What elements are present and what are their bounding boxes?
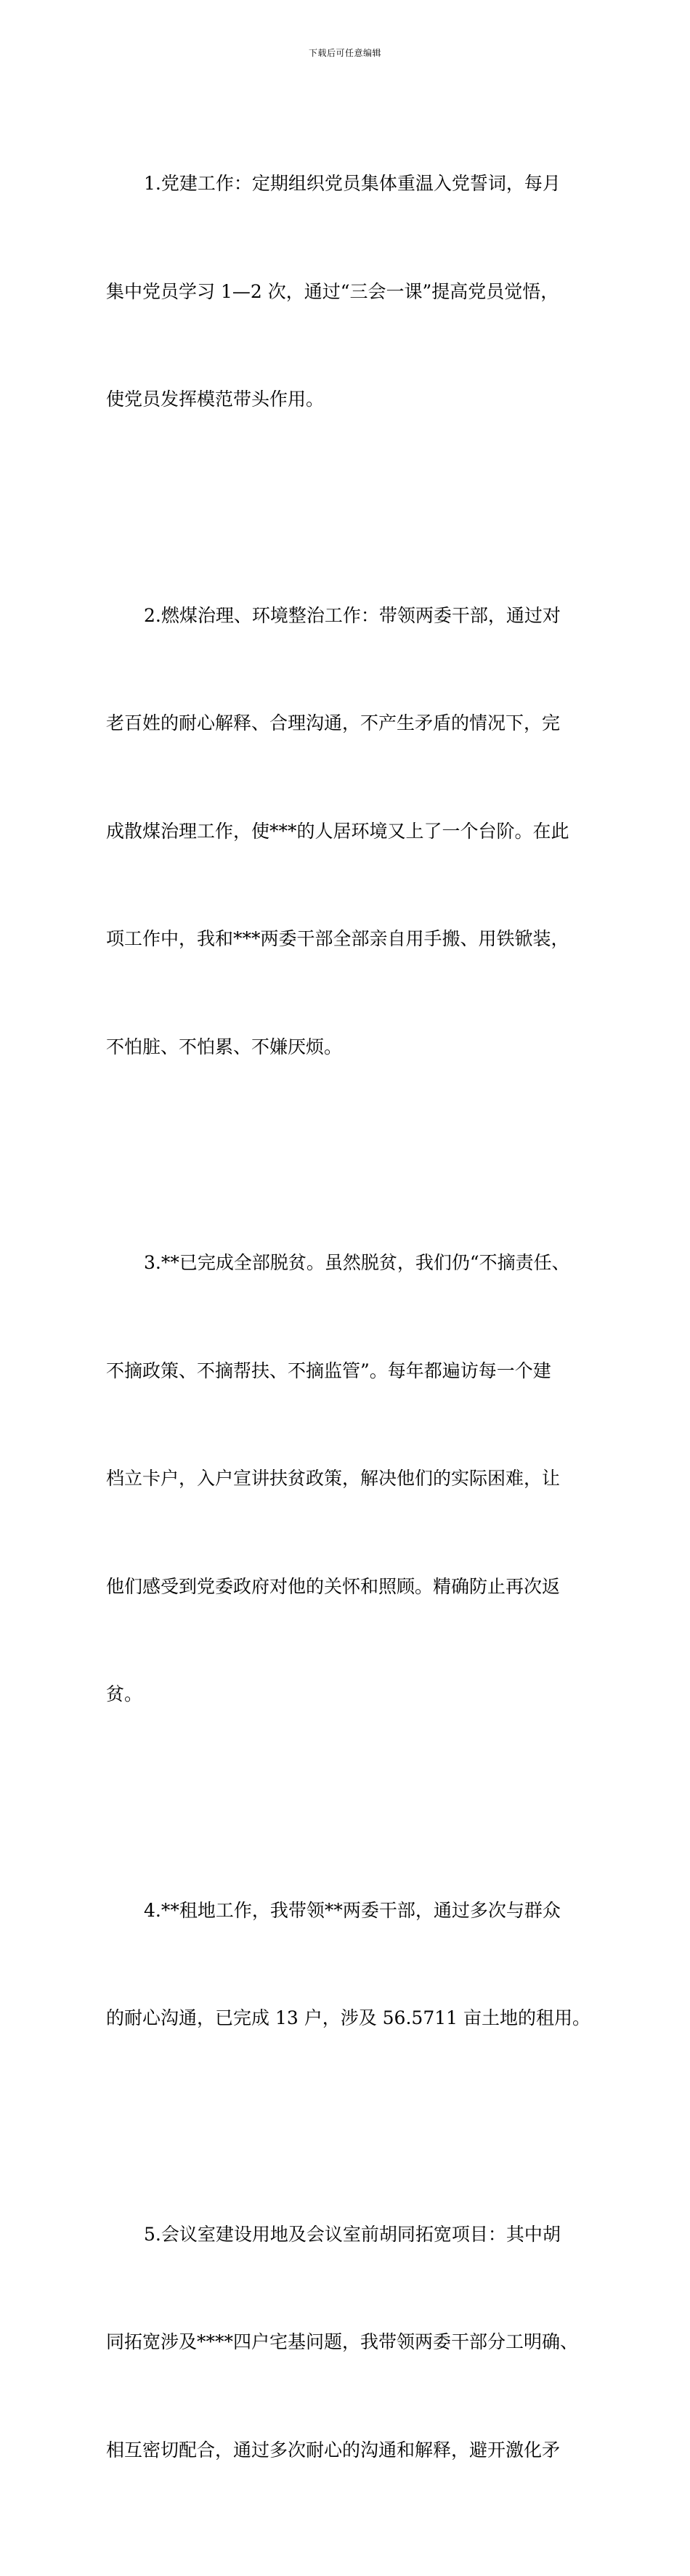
paragraph-line: 使党员发挥模范带头作用。 xyxy=(106,389,325,410)
paragraph-line: 他们感受到党委政府对他的关怀和照顾。精确防止再次返 xyxy=(106,1575,561,1597)
paragraph-line: 老百姓的耐心解释、合理沟通，不产生矛盾的情况下，完 xyxy=(106,712,561,734)
paragraph-line: 成散煤治理工作，使***的人居环境又上了一个台阶。在此 xyxy=(106,820,569,842)
page-header: 下载后可任意编辑 xyxy=(308,48,381,58)
paragraph-5 xyxy=(106,2145,589,2540)
paragraph-4 xyxy=(106,1821,589,2108)
paragraph-line: 贫。 xyxy=(106,1683,143,1705)
paragraph-line: 项工作中，我和***两委干部全部亲自用手搬、用铁锨装， xyxy=(106,928,569,949)
paragraph-line: 1.党建工作：定期组织党员集体重温入党誓词，每月 xyxy=(144,173,561,194)
paragraph-line: 2.燃煤治理、环境整治工作：带领两委干部，通过对 xyxy=(144,604,561,626)
paragraph-line: 同拓宽涉及****四户宅基问题，我带领两委干部分工明确、 xyxy=(106,2331,579,2352)
document-body xyxy=(106,94,589,2576)
paragraph-line: 不怕脏、不怕累、不嫌厌烦。 xyxy=(106,1036,343,1057)
paragraph-line: 的耐心沟通，已完成 13 户，涉及 56.5711 亩土地的租用。 xyxy=(106,2007,590,2028)
paragraph-3 xyxy=(106,1173,589,1784)
paragraph-line: 3.**已完成全部脱贫。虽然脱贫，我们仍“不摘责任、 xyxy=(144,1252,570,1273)
paragraph-2 xyxy=(106,526,589,1137)
paragraph-line: 档立卡户，入户宣讲扶贫政策，解决他们的实际困难，让 xyxy=(106,1468,561,1489)
paragraph-line: 不摘政策、不摘帮扶、不摘监管”。每年都遍访每一个建 xyxy=(106,1360,551,1381)
paragraph-line: 5.会议室建设用地及会议室前胡同拓宽项目：其中胡 xyxy=(144,2223,561,2245)
paragraph-line: 集中党员学习 1—2 次，通过“三会一课”提高党员觉悟， xyxy=(106,280,559,302)
paragraph-line: 4.**租地工作，我带领**两委干部，通过多次与群众 xyxy=(144,1899,561,1921)
paragraph-line: 相互密切配合，通过多次耐心的沟通和解释，避开激化矛 xyxy=(106,2439,561,2461)
paragraph-1 xyxy=(106,94,589,489)
